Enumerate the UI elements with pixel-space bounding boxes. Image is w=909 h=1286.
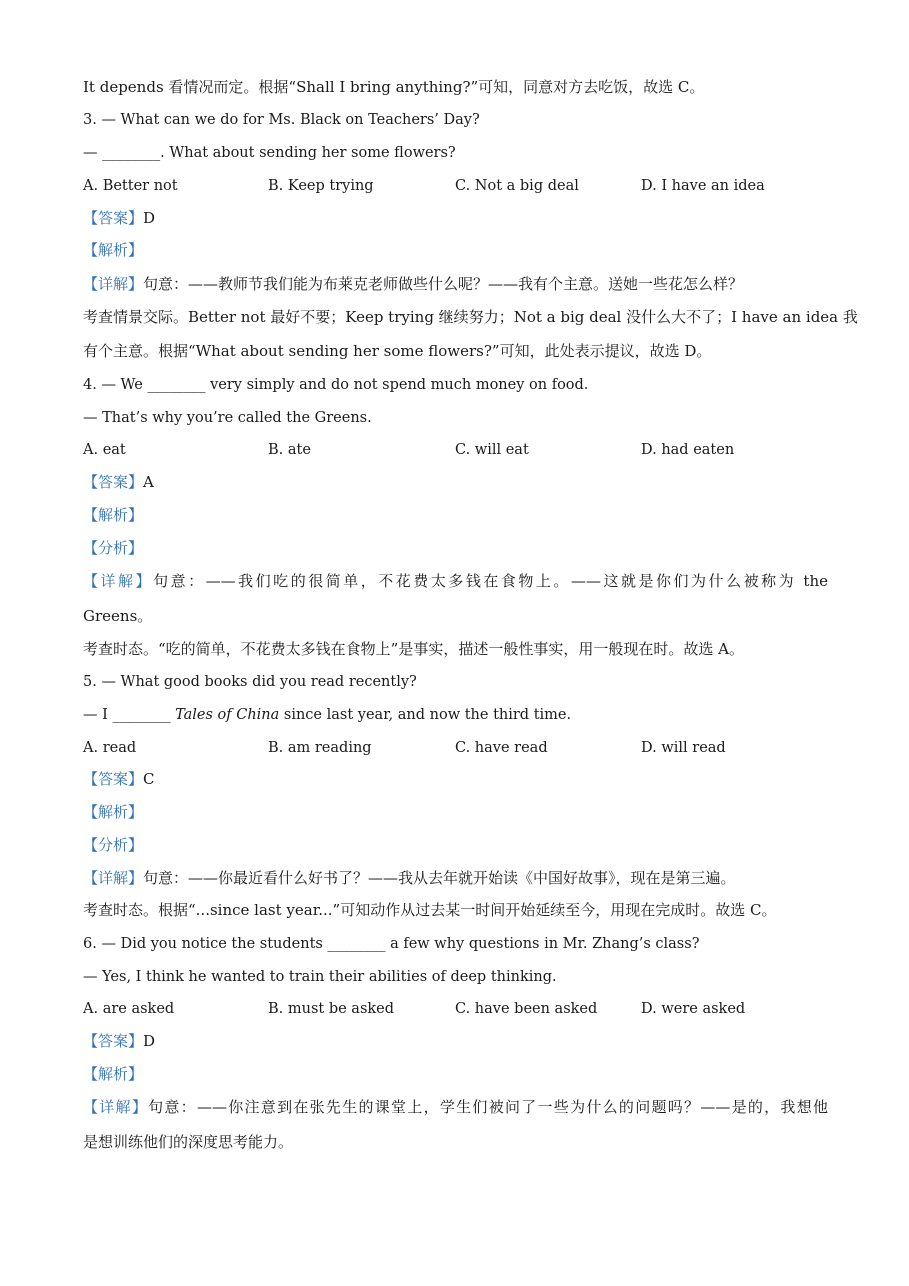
q5-detail-1: 【详解】句意：——你最近看什么好书了？——我从去年就开始读《中国好故事》，现在是第三遍。 [83,869,736,887]
q4-analysis-tag: 【解析】 [83,506,144,524]
q5-fenxi-tag: 【分析】 [83,836,144,854]
q5-option-c: C. have read [455,740,548,756]
q6-answer [83,1031,155,1051]
q6-option-b: B. must be asked [268,1001,395,1017]
q4-detail-1a: 【详解】句意：——我们吃的很简单，不花费太多钱在食物上。——这就是你们为什么被称为 the [83,572,828,590]
answer-tag: 【答案】 [83,473,144,491]
q5-question-line: — What good books did you read recently? [101,674,417,690]
book-title: Tales of China [175,707,280,723]
detail-tag: 【详解】 [83,275,144,293]
q5-analysis-tag: 【解析】 [83,803,144,821]
q6-response-line: — Yes, I think he wanted to train their abilities of deep thinking. [83,969,557,985]
q4-option-d: D. had eaten [641,442,735,458]
q6-option-a: A. are asked [83,1001,175,1017]
q6-option-d: D. were asked [641,1001,746,1017]
q4-option-c: C. will eat [455,442,529,458]
q4-prompt [83,375,588,395]
q5-detail-2: 考查时态。根据“...since last year...”可知动作从过去某一时间开始延续至今，用现在完成时。故选 C。 [83,901,777,919]
answer-value: C [143,770,155,788]
q6-analysis-tag: 【解析】 [83,1065,144,1083]
q6-option-c: C. have been asked [455,1001,598,1017]
q3-detail-2b: 有个主意。根据“What about sending her some flowers?”可知，此处表示提议，故选 D。 [83,342,712,360]
q6-prompt [83,934,699,954]
q3-detail-1: 【详解】句意：——教师节我们能为布莱克老师做些什么呢？——我有个主意。送她一些花怎么样？ [83,275,744,293]
detail-tag: 【详解】 [83,1098,149,1116]
q4-number: 4. [83,377,97,393]
q4-question-line: — We ________ very simply and do not spend much money on food. [101,377,589,393]
detail-tag: 【详解】 [83,869,144,887]
q5-option-b: B. am reading [268,740,372,756]
detail-tag: 【详解】 [83,572,154,590]
q3-prompt [83,110,480,130]
q5-option-a: A. read [83,740,137,756]
answer-tag: 【答案】 [83,209,144,227]
q6-question-line: — Did you notice the students ________ a few why questions in Mr. Zhang’s class? [101,936,700,952]
answer-value: D [143,1032,156,1050]
q3-option-b: B. Keep trying [268,178,374,194]
q5-number: 5. [83,674,97,690]
q3-number: 3. [83,112,97,128]
q3-response-line: — ________. What about sending her some flowers? [83,145,456,161]
answer-tag: 【答案】 [83,770,144,788]
q3-answer [83,208,155,228]
q4-detail-2: 考查时态。“吃的简单，不花费太多钱在食物上”是事实，描述一般性事实，用一般现在时。故选 A。 [83,640,744,658]
q5-option-d: D. will read [641,740,726,756]
q3-analysis-tag: 【解析】 [83,241,144,259]
q6-detail-1b: 是想训练他们的深度思考能力。 [83,1133,294,1151]
intro-explanation: It depends 看情况而定。根据“Shall I bring anything?”可知，同意对方去吃饭，故选 C。 [83,78,705,96]
q5-response-line: — I ________ Tales of China since last year, and now the third time. [83,707,572,723]
answer-value: D [143,209,156,227]
q5-answer [83,769,155,789]
q3-question-line: — What can we do for Ms. Black on Teachers’ Day? [101,112,480,128]
q3-option-d: D. I have an idea [641,178,765,194]
q5-prompt [83,672,417,692]
answer-value: A [143,473,154,491]
q4-fenxi-tag: 【分析】 [83,539,144,557]
q4-option-b: B. ate [268,442,311,458]
q6-detail-1a: 【详解】句意：——你注意到在张先生的课堂上，学生们被问了一些为什么的问题吗？——是的，我想他 [83,1098,828,1116]
q6-number: 6. [83,936,97,952]
q3-detail-2a: 考查情景交际。Better not 最好不要；Keep trying 继续努力；Not a big deal 没什么大不了；I have an idea 我 [83,308,858,326]
q4-detail-1b: Greens。 [83,607,153,625]
q4-option-a: A. eat [83,442,126,458]
q3-option-a: A. Better not [83,178,178,194]
q4-response-line: — That’s why you’re called the Greens. [83,410,372,426]
q3-option-c: C. Not a big deal [455,178,579,194]
q4-answer [83,472,154,492]
answer-tag: 【答案】 [83,1032,144,1050]
